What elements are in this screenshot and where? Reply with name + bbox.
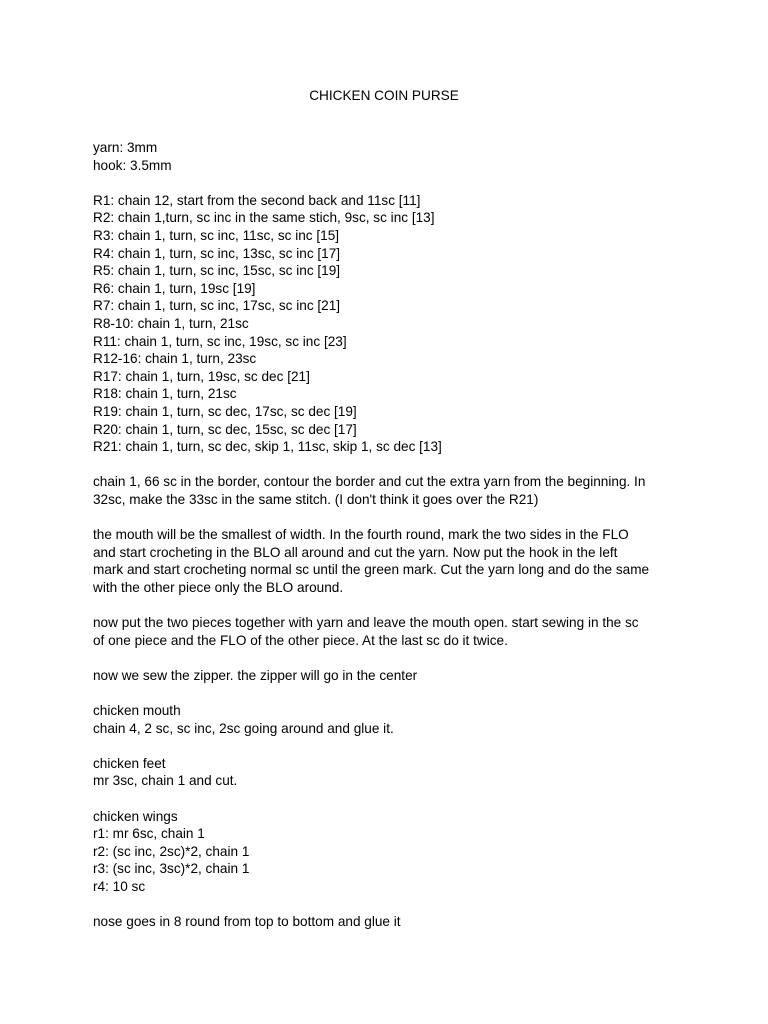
row-line: R17: chain 1, turn, 19sc, sc dec [21] xyxy=(93,368,310,384)
row-line: R4: chain 1, turn, sc inc, 13sc, sc inc [17] xyxy=(93,245,341,261)
paragraph-line: now put the two pieces together with yarn and leave the mouth open. start sewing in the sc xyxy=(93,615,639,631)
paragraph-line: chain 1, 66 sc in the border, contour the border and cut the extra yarn from the beginning. In xyxy=(93,474,646,490)
row-line: R6: chain 1, turn, 19sc [19] xyxy=(93,280,256,296)
nose-line: nose goes in 8 round from top to bottom and glue it xyxy=(93,914,401,930)
paragraph-line: 32sc, make the 33sc in the same stitch. (I don't think it goes over the R21) xyxy=(93,491,539,507)
chicken-mouth-section xyxy=(93,702,683,737)
row-line: R19: chain 1, turn, sc dec, 17sc, sc dec [19] xyxy=(93,403,357,419)
section-heading: chicken wings xyxy=(93,808,178,824)
row-line: R8-10: chain 1, turn, 21sc xyxy=(93,315,249,331)
rows-section xyxy=(93,192,683,456)
border-paragraph xyxy=(93,473,678,508)
instruction-line: r4: 10 sc xyxy=(93,878,146,894)
chicken-wings-section xyxy=(93,808,683,896)
row-line: R21: chain 1, turn, sc dec, skip 1, 11sc, skip 1, sc dec [13] xyxy=(93,439,442,455)
chicken-feet-section xyxy=(93,755,683,790)
row-line: R12-16: chain 1, turn, 23sc xyxy=(93,351,257,367)
row-line: R2: chain 1,turn, sc inc in the same stich, 9sc, sc inc [13] xyxy=(93,210,435,226)
instruction-line: r1: mr 6sc, chain 1 xyxy=(93,826,205,842)
hook-line: hook: 3.5mm xyxy=(93,157,172,173)
paragraph-line: of one piece and the FLO of the other piece. At the last sc do it twice. xyxy=(93,632,508,648)
instruction-line: r3: (sc inc, 3sc)*2, chain 1 xyxy=(93,861,250,877)
instruction-line: r2: (sc inc, 2sc)*2, chain 1 xyxy=(93,843,250,859)
materials-section xyxy=(93,139,683,174)
instruction-line: mr 3sc, chain 1 and cut. xyxy=(93,773,238,789)
row-line: R18: chain 1, turn, 21sc xyxy=(93,386,237,402)
row-line: R20: chain 1, turn, sc dec, 15sc, sc dec [17] xyxy=(93,421,357,437)
yarn-line: yarn: 3mm xyxy=(93,140,158,155)
row-line: R1: chain 12, start from the second back and 11sc [11] xyxy=(93,192,421,208)
paragraph-line: and start crocheting in the BLO all around and cut the yarn. Now put the hook in the left xyxy=(93,544,618,560)
nose-section xyxy=(93,913,683,931)
document-body xyxy=(93,139,683,948)
row-line: R11: chain 1, turn, sc inc, 19sc, sc inc [23] xyxy=(93,333,347,349)
row-line: R7: chain 1, turn, sc inc, 17sc, sc inc [21] xyxy=(93,298,341,314)
page-title: CHICKEN COIN PURSE xyxy=(309,88,459,103)
paragraph-line: with the other piece only the BLO around. xyxy=(93,579,344,595)
paragraph-line: the mouth will be the smallest of width. In the fourth round, mark the two sides in the FLO xyxy=(93,527,629,543)
instruction-line: chain 4, 2 sc, sc inc, 2sc going around and glue it. xyxy=(93,720,394,736)
paragraph-line: mark and start crocheting normal sc until the green mark. Cut the yarn long and do the same xyxy=(93,562,650,578)
row-line: R5: chain 1, turn, sc inc, 15sc, sc inc [19] xyxy=(93,263,341,279)
mouth-paragraph xyxy=(93,526,678,596)
paragraph-line: now we sew the zipper. the zipper will go in the center xyxy=(93,667,418,683)
zipper-paragraph xyxy=(93,667,678,685)
section-heading: chicken mouth xyxy=(93,703,181,718)
sewing-paragraph xyxy=(93,614,678,649)
row-line: R3: chain 1, turn, sc inc, 11sc, sc inc [15] xyxy=(93,227,340,243)
section-heading: chicken feet xyxy=(93,755,166,771)
